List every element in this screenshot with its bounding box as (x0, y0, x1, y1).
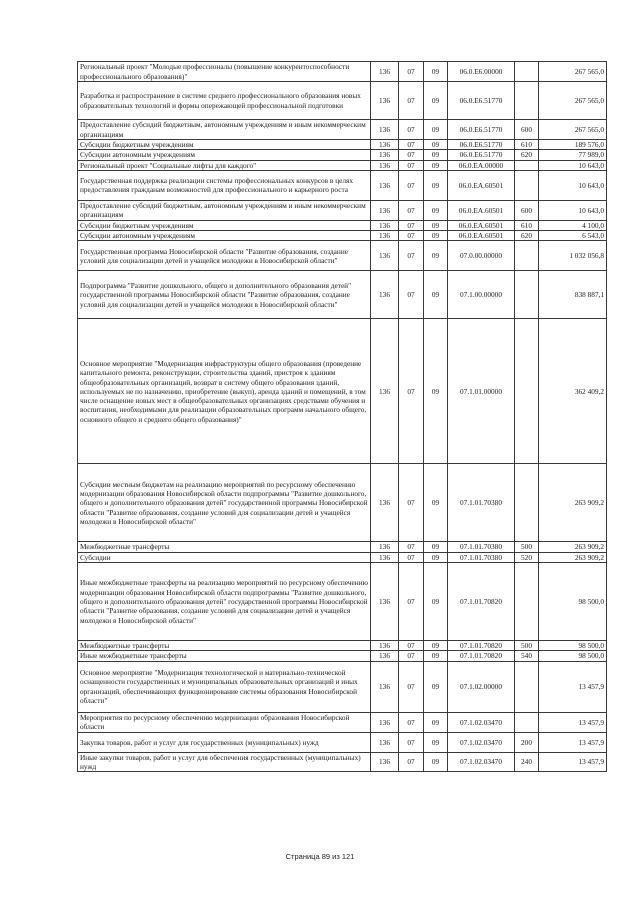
cell-ved: 136 (371, 140, 399, 150)
cell-sum: 10 643,0 (539, 170, 607, 200)
table-row (78, 563, 607, 641)
cell-vr (515, 241, 539, 271)
cell-ved: 136 (371, 752, 399, 772)
cell-name: Основное мероприятие "Модернизация технологической и материально-технической оснащенности государственных и муниципальных образовательных организаций и иных организаций, обеспечивающих функционирование системы образования Новосибирской области" (78, 661, 371, 712)
cell-csr: 06.0.E6.51770 (448, 150, 515, 160)
cell-ved: 136 (371, 200, 399, 220)
cell-ved: 136 (371, 712, 399, 732)
cell-vr (515, 82, 539, 120)
cell-pr: 09 (424, 150, 448, 160)
cell-vr (515, 563, 539, 641)
cell-sum: 10 643,0 (539, 200, 607, 220)
cell-sum: 189 576,0 (539, 140, 607, 150)
cell-ved: 136 (371, 464, 399, 542)
table-row (78, 464, 607, 542)
cell-ved: 136 (371, 732, 399, 752)
cell-csr: 07.1.01.70820 (448, 651, 515, 661)
cell-vr (515, 62, 539, 82)
page-number: Страница 89 из 121 (285, 852, 355, 861)
cell-name: Межбюджетные трансферты (78, 542, 371, 552)
cell-sum: 263 909,2 (539, 464, 607, 542)
cell-name: Межбюджетные трансферты (78, 641, 371, 651)
cell-pr: 09 (424, 319, 448, 464)
cell-rz: 07 (399, 82, 424, 120)
cell-ved: 136 (371, 170, 399, 200)
table-row (78, 241, 607, 271)
cell-csr: 07.1.01.00000 (448, 319, 515, 464)
cell-sum: 6 543,0 (539, 231, 607, 241)
cell-csr: 06.0.EA.60501 (448, 200, 515, 220)
cell-name: Субсидии бюджетным учреждениям (78, 140, 371, 150)
cell-ved: 136 (371, 220, 399, 230)
cell-rz: 07 (399, 732, 424, 752)
cell-csr: 06.0.E6.51770 (448, 140, 515, 150)
cell-csr: 07.1.01.70380 (448, 542, 515, 552)
cell-csr: 06.0.E6.51770 (448, 120, 515, 140)
cell-ved: 136 (371, 319, 399, 464)
cell-name: Иные межбюджетные трансферты (78, 651, 371, 661)
cell-name: Иные межбюджетные трансферты на реализацию мероприятий по ресурсному обеспечению модернизации образования Новосибирской области подпрограммы "Развитие дошкольного, общего и дополнительного образования детей" государственной программы Новосибирской области "Развитие образования, создание условий для социализации детей и учащейся молодежи в Новосибирской области" (78, 563, 371, 641)
cell-sum: 263 909,2 (539, 542, 607, 552)
cell-pr: 09 (424, 712, 448, 732)
cell-sum: 13 457,9 (539, 712, 607, 732)
cell-pr: 09 (424, 140, 448, 150)
table-row (78, 170, 607, 200)
cell-rz: 07 (399, 241, 424, 271)
cell-sum: 1 032 056,8 (539, 241, 607, 271)
cell-rz: 07 (399, 752, 424, 772)
cell-vr: 500 (515, 542, 539, 552)
table-row (78, 231, 607, 241)
cell-sum: 98 500,0 (539, 641, 607, 651)
cell-rz: 07 (399, 563, 424, 641)
budget-table (77, 61, 607, 772)
cell-rz: 07 (399, 200, 424, 220)
table-row (78, 120, 607, 140)
cell-ved: 136 (371, 641, 399, 651)
cell-rz: 07 (399, 140, 424, 150)
table-row (78, 271, 607, 319)
cell-csr: 07.1.02.03470 (448, 732, 515, 752)
cell-csr: 06.0.E6.51770 (448, 82, 515, 120)
cell-ved: 136 (371, 563, 399, 641)
cell-sum: 98 500,0 (539, 563, 607, 641)
cell-name: Подпрограмма "Развитие дошкольного, общего и дополнительного образования детей" государственной программы Новосибирской области "Развитие образования, создание условий для социализации детей и учащейся молодежи в Новосибирской области" (78, 271, 371, 319)
cell-csr: 07.1.02.00000 (448, 661, 515, 712)
table-row (78, 200, 607, 220)
cell-ved: 136 (371, 62, 399, 82)
cell-ved: 136 (371, 542, 399, 552)
cell-rz: 07 (399, 651, 424, 661)
table-row (78, 552, 607, 562)
cell-vr (515, 160, 539, 170)
cell-vr: 610 (515, 140, 539, 150)
cell-rz: 07 (399, 62, 424, 82)
cell-ved: 136 (371, 651, 399, 661)
cell-pr: 09 (424, 220, 448, 230)
cell-vr: 600 (515, 200, 539, 220)
cell-vr: 520 (515, 552, 539, 562)
cell-rz: 07 (399, 220, 424, 230)
cell-sum: 267 565,0 (539, 120, 607, 140)
cell-name: Региональный проект "Социальные лифты для каждого" (78, 160, 371, 170)
cell-vr: 240 (515, 752, 539, 772)
table-row (78, 712, 607, 732)
table-row (78, 160, 607, 170)
table-row (78, 82, 607, 120)
cell-name: Субсидии бюджетным учреждениям (78, 220, 371, 230)
table-row (78, 62, 607, 82)
cell-rz: 07 (399, 150, 424, 160)
cell-vr (515, 661, 539, 712)
cell-rz: 07 (399, 160, 424, 170)
cell-vr (515, 170, 539, 200)
cell-rz: 07 (399, 641, 424, 651)
cell-rz: 07 (399, 712, 424, 732)
table-row (78, 651, 607, 661)
cell-sum: 13 457,9 (539, 752, 607, 772)
cell-pr: 09 (424, 752, 448, 772)
cell-rz: 07 (399, 319, 424, 464)
cell-ved: 136 (371, 120, 399, 140)
cell-ved: 136 (371, 82, 399, 120)
cell-name: Субсидии автономным учреждениям (78, 150, 371, 160)
cell-csr: 07.1.00.00000 (448, 271, 515, 319)
cell-vr: 620 (515, 150, 539, 160)
table-row (78, 319, 607, 464)
cell-vr: 610 (515, 220, 539, 230)
cell-name: Разработка и распространение в системе среднего профессионального образования новых образовательных технологий и формы опережающей профессиональной подготовки (78, 82, 371, 120)
cell-vr: 600 (515, 120, 539, 140)
table-row (78, 732, 607, 752)
cell-name: Субсидии (78, 552, 371, 562)
cell-name: Основное мероприятие "Модернизация инфраструктуры общего образования (проведение капитального ремонта, реконструкции, строительства зданий, пристроя к зданиям общеобразовательных организаций, возврат в систему общего образования зданий, используемых не по назначению, приобретение (выкуп), аренда зданий и помещений, в том числе оснащение новых мест в общеобразовательных организациях средствами обучения и воспитания, необходимыми для реализации образовательных программ начального общего, основного общего и среднего общего образования)" (78, 319, 371, 464)
cell-rz: 07 (399, 552, 424, 562)
cell-csr: 07.1.02.03470 (448, 712, 515, 732)
cell-name: Закупка товаров, работ и услуг для государственных (муниципальных) нужд (78, 732, 371, 752)
cell-pr: 09 (424, 464, 448, 542)
cell-rz: 07 (399, 170, 424, 200)
cell-name: Иные закупки товаров, работ и услуг для обеспечения государственных (муниципальных) нужд (78, 752, 371, 772)
cell-csr: 06.0.E6.00000 (448, 62, 515, 82)
cell-rz: 07 (399, 231, 424, 241)
cell-vr (515, 271, 539, 319)
cell-pr: 09 (424, 231, 448, 241)
cell-csr: 07.1.01.70820 (448, 641, 515, 651)
cell-name: Субсидии автономным учреждениям (78, 231, 371, 241)
cell-pr: 09 (424, 200, 448, 220)
cell-sum: 13 457,9 (539, 661, 607, 712)
cell-csr: 06.0.EA.60501 (448, 231, 515, 241)
cell-vr: 540 (515, 651, 539, 661)
cell-rz: 07 (399, 661, 424, 712)
cell-rz: 07 (399, 120, 424, 140)
cell-sum: 267 565,0 (539, 82, 607, 120)
cell-vr (515, 319, 539, 464)
cell-pr: 09 (424, 651, 448, 661)
cell-rz: 07 (399, 542, 424, 552)
cell-vr (515, 464, 539, 542)
cell-sum: 263 909,2 (539, 552, 607, 562)
cell-ved: 136 (371, 150, 399, 160)
cell-name: Мероприятия по ресурсному обеспечению модернизации образования Новосибирской области (78, 712, 371, 732)
cell-pr: 09 (424, 170, 448, 200)
table-row (78, 140, 607, 150)
cell-sum: 98 500,0 (539, 651, 607, 661)
table-row (78, 641, 607, 651)
cell-pr: 09 (424, 62, 448, 82)
cell-vr (515, 712, 539, 732)
cell-vr: 620 (515, 231, 539, 241)
cell-csr: 07.1.02.03470 (448, 752, 515, 772)
cell-name: Государственная программа Новосибирской области "Развитие образования, создание условий для социализации детей и учащейся молодежи в Новосибирской области" (78, 241, 371, 271)
cell-csr: 07.0.00.00000 (448, 241, 515, 271)
cell-sum: 10 643,0 (539, 160, 607, 170)
cell-sum: 77 989,0 (539, 150, 607, 160)
cell-csr: 06.0.EA.60501 (448, 170, 515, 200)
cell-ved: 136 (371, 661, 399, 712)
cell-sum: 362 409,2 (539, 319, 607, 464)
cell-pr: 09 (424, 241, 448, 271)
cell-rz: 07 (399, 464, 424, 542)
cell-pr: 09 (424, 160, 448, 170)
cell-pr: 09 (424, 661, 448, 712)
cell-csr: 07.1.01.70380 (448, 464, 515, 542)
cell-pr: 09 (424, 271, 448, 319)
cell-pr: 09 (424, 542, 448, 552)
table-row (78, 752, 607, 772)
cell-sum: 4 100,0 (539, 220, 607, 230)
cell-csr: 06.0.EA.60501 (448, 220, 515, 230)
cell-pr: 09 (424, 82, 448, 120)
cell-vr: 200 (515, 732, 539, 752)
table-row (78, 220, 607, 230)
budget-table-body (78, 62, 607, 772)
cell-rz: 07 (399, 271, 424, 319)
cell-csr: 06.0.EA.00000 (448, 160, 515, 170)
table-row (78, 150, 607, 160)
table-row (78, 661, 607, 712)
cell-name: Субсидии местным бюджетам на реализацию мероприятий по ресурсному обеспечению модернизации образования Новосибирской области подпрограммы "Развитие дошкольного, общего и дополнительного образования детей" государственной программы Новосибирской области "Развитие образования, создание условий для социализации детей и учащейся молодежи в Новосибирской области" (78, 464, 371, 542)
cell-name: Государственная поддержка реализации системы профессиональных конкурсов в целях предоставления гражданам возможностей для профессионального и карьерного роста (78, 170, 371, 200)
cell-sum: 267 565,0 (539, 62, 607, 82)
cell-ved: 136 (371, 231, 399, 241)
cell-sum: 838 887,1 (539, 271, 607, 319)
table-row (78, 542, 607, 552)
cell-ved: 136 (371, 160, 399, 170)
cell-pr: 09 (424, 552, 448, 562)
cell-ved: 136 (371, 552, 399, 562)
cell-ved: 136 (371, 271, 399, 319)
cell-ved: 136 (371, 241, 399, 271)
cell-sum: 13 457,9 (539, 732, 607, 752)
cell-vr: 500 (515, 641, 539, 651)
cell-csr: 07.1.01.70380 (448, 552, 515, 562)
cell-name: Предоставление субсидий бюджетным, автономным учреждениям и иным некоммерческим организациям (78, 120, 371, 140)
cell-pr: 09 (424, 120, 448, 140)
cell-pr: 09 (424, 732, 448, 752)
cell-csr: 07.1.01.70820 (448, 563, 515, 641)
cell-pr: 09 (424, 563, 448, 641)
cell-name: Предоставление субсидий бюджетным, автономным учреждениям и иным некоммерческим организациям (78, 200, 371, 220)
cell-pr: 09 (424, 641, 448, 651)
cell-name: Региональный проект "Молодые профессионалы (повышение конкурентоспособности профессионального образования)" (78, 62, 371, 82)
